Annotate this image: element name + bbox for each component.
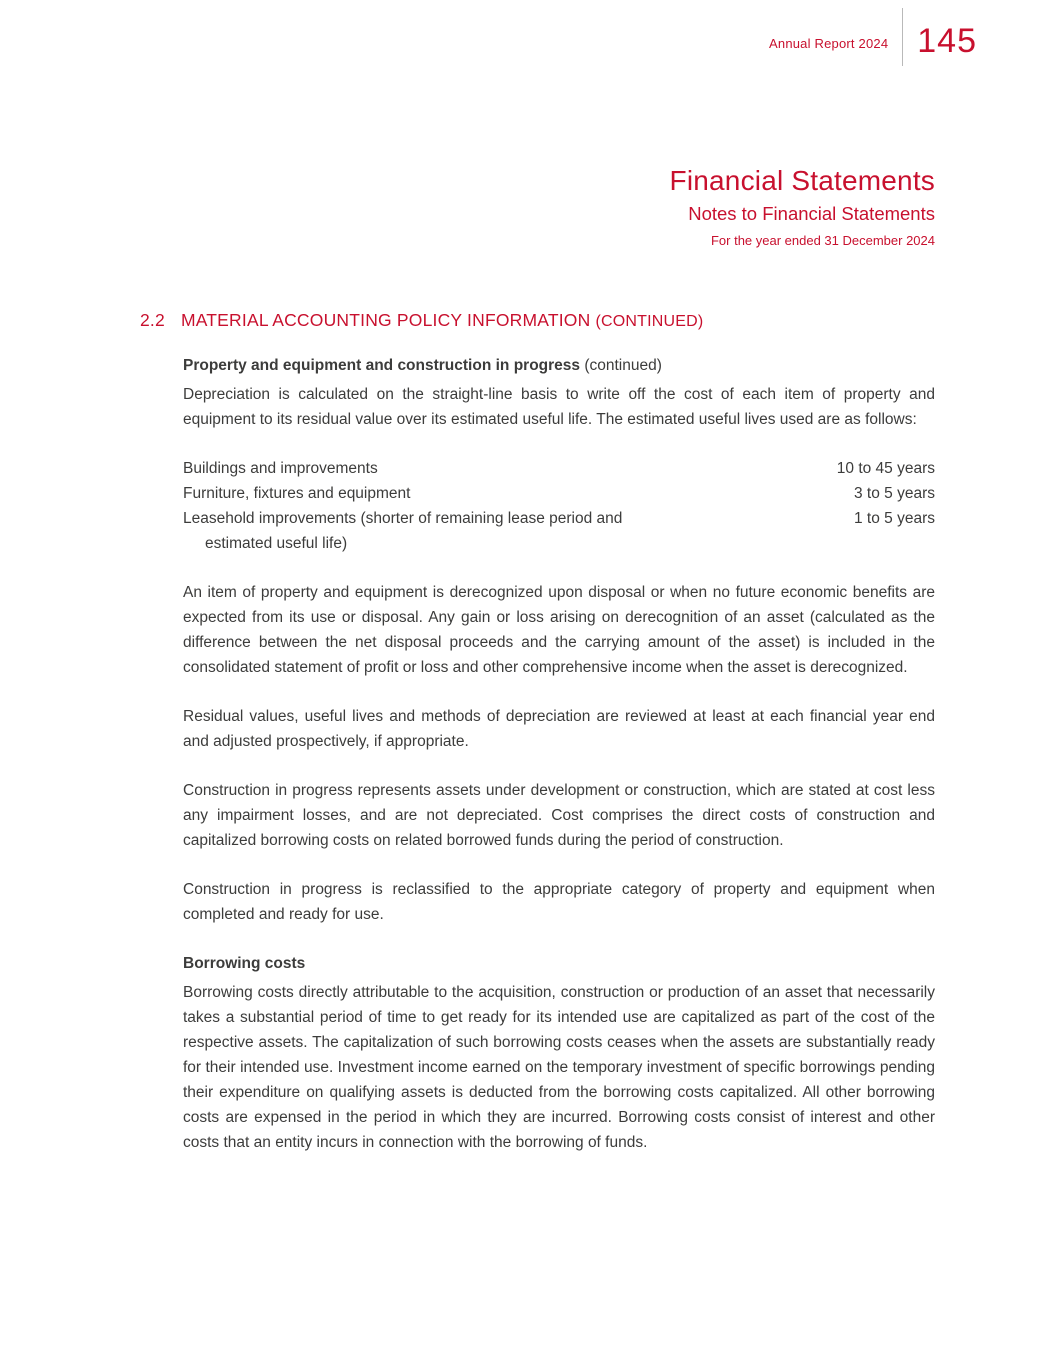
asset-category-label: Furniture, fixtures and equipment <box>183 485 411 502</box>
paragraph-depreciation: Depreciation is calculated on the straight-line basis to write off the cost of each item of property and equipment to its residual value over its estimated useful life. The estimated useful lives used are as follows: <box>183 386 935 428</box>
useful-lives-table <box>183 456 935 556</box>
paragraph-residual-values: Residual values, useful lives and methods of depreciation are reviewed at least at each financial year end and adjusted prospectively, if appropriate. <box>183 708 935 750</box>
section-heading <box>140 310 935 331</box>
useful-life-value: 10 to 45 years <box>836 460 935 477</box>
subheading-borrowing-costs: Borrowing costs <box>183 955 306 972</box>
page-header <box>769 0 977 66</box>
asset-category-line2: estimated useful life) <box>205 535 348 552</box>
subheading-property-equipment <box>183 353 935 378</box>
table-row <box>183 481 935 506</box>
paragraph-construction-progress: Construction in progress represents assets under development or construction, which are stated at cost less any impairment losses, and are not depreciated. Cost comprises the direct costs of construction and capitalized borrowing costs on related borrowed funds during the period of construction. <box>183 782 935 849</box>
paragraph-construction-reclassified: Construction in progress is reclassified to the appropriate category of property and equipment when completed and ready for use. <box>183 881 935 923</box>
section-number: 2.2 <box>140 310 165 330</box>
table-row <box>183 456 935 481</box>
page-subtitle: Notes to Financial Statements <box>688 203 935 224</box>
table-row <box>183 506 935 556</box>
subheading-bold-text: Property and equipment and construction in progress <box>183 357 581 374</box>
paragraph-derecognition: An item of property and equipment is derecognized upon disposal or when no future economic benefits are expected from its use or disposal. Any gain or loss arising on derecognition of an asset (calculated as the difference between the net disposal proceeds and the carrying amount of the asset) is included in the consolidated statement of profit or loss and other comprehensive income when the asset is derecognized. <box>183 584 935 676</box>
section-title-text: MATERIAL ACCOUNTING POLICY INFORMATION <box>180 310 591 330</box>
useful-life-value: 3 to 5 years <box>854 485 935 502</box>
useful-life-value: 1 to 5 years <box>854 510 935 527</box>
title-block <box>670 165 935 248</box>
asset-category-label: Buildings and improvements <box>183 460 378 477</box>
page-number: 145 <box>917 22 977 60</box>
asset-category-line1: Leasehold improvements (shorter of remaining lease period and <box>183 510 623 527</box>
main-content <box>140 310 935 1179</box>
subheading-continued-text: (continued) <box>580 357 662 374</box>
section-continued: (CONTINUED) <box>595 313 704 330</box>
body-column <box>183 353 935 1155</box>
header-divider <box>902 8 903 66</box>
report-name: Annual Report 2024 <box>769 36 889 51</box>
asset-category-label <box>183 506 854 556</box>
period-ended: For the year ended 31 December 2024 <box>710 233 935 248</box>
section-title <box>181 310 935 331</box>
page-title: Financial Statements <box>669 165 935 196</box>
paragraph-borrowing-costs: Borrowing costs directly attributable to the acquisition, construction or production of an asset that necessarily takes a substantial period of time to get ready for its intended use are capitalized as part of the cost of the respective assets. The capitalization of such borrowing costs ceases when the assets are substantially ready for their intended use. Investment income earned on the temporary investment of specific borrowings pending their expenditure on qualifying assets is deducted from the borrowing costs capitalized. All other borrowing costs are expensed in the period in which they are incurred. Borrowing costs consist of interest and other costs that an entity incurs in connection with the borrowing of funds. <box>183 984 935 1151</box>
